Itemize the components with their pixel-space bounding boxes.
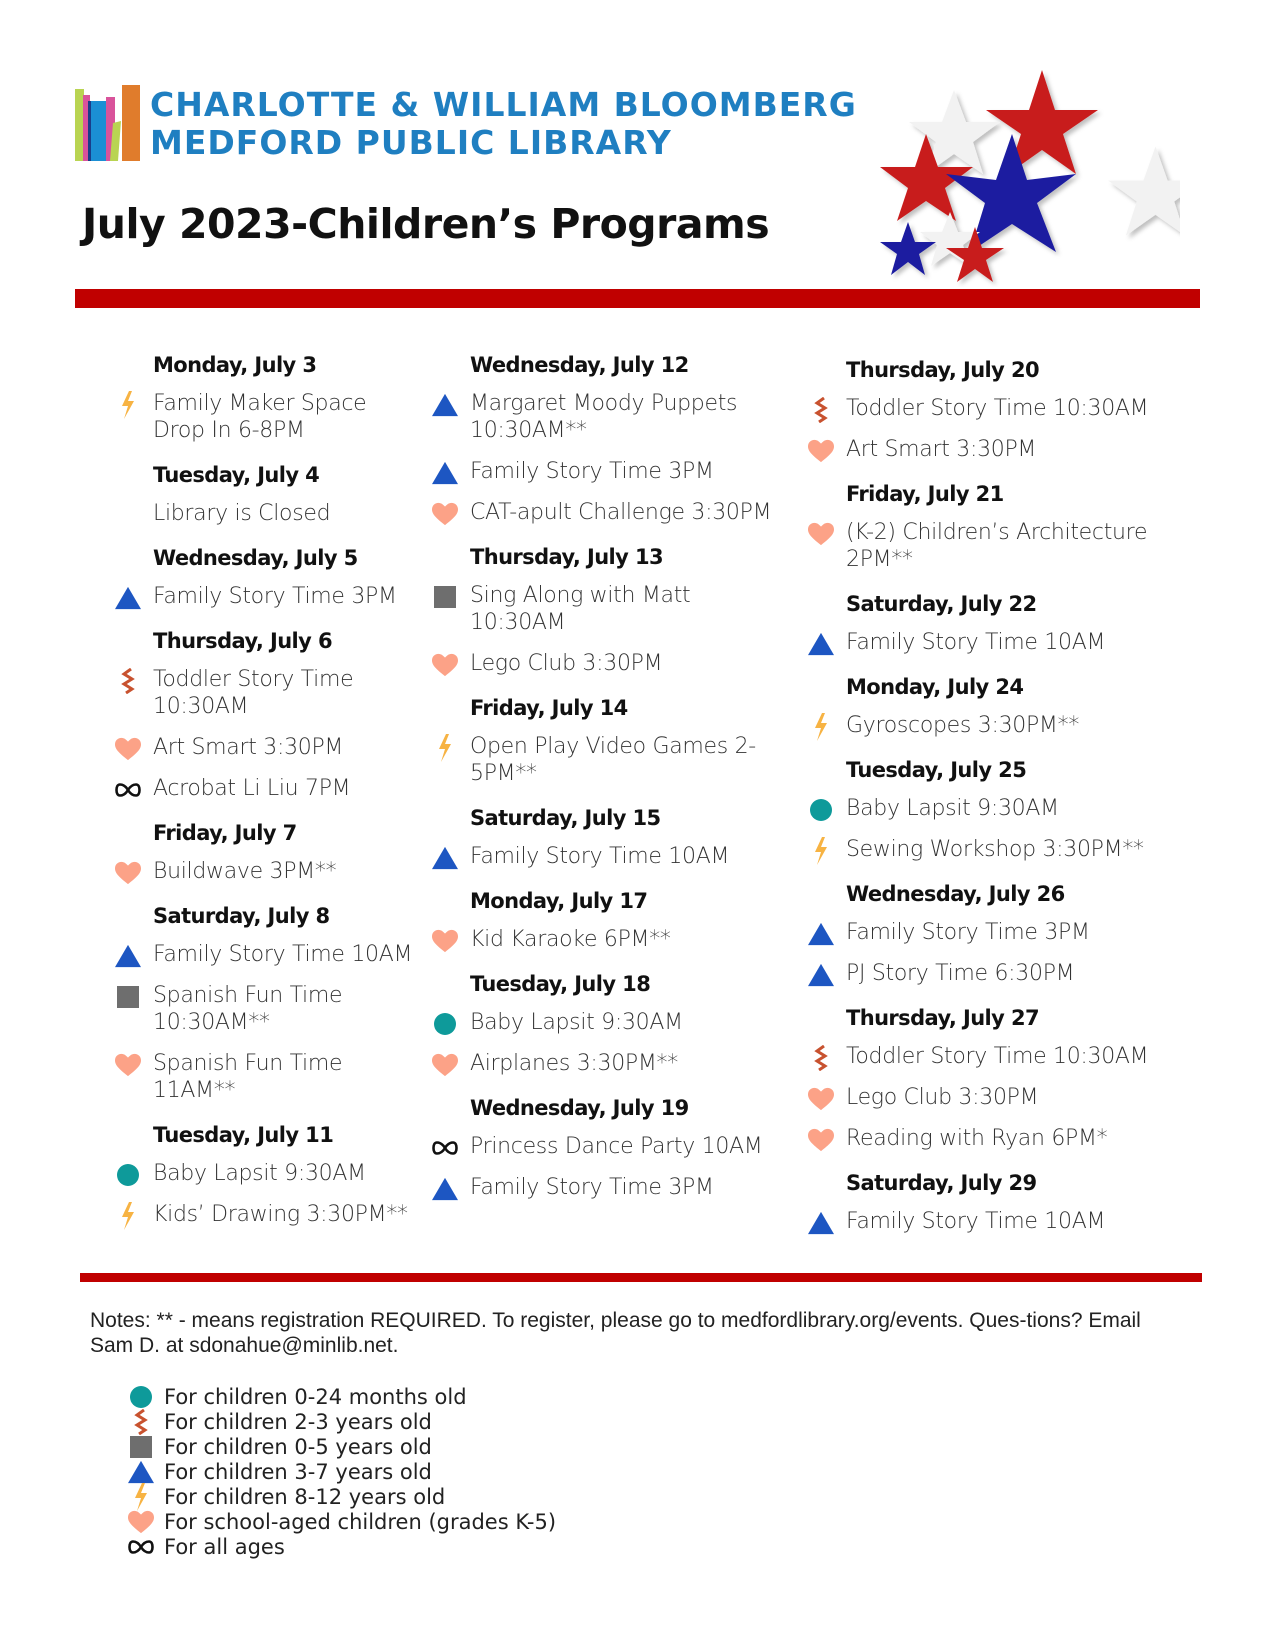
program-event [115,858,415,885]
program-event-text: Spanish Fun Time 11AM** [153,1051,343,1103]
program-event-text: Art Smart 3:30PM [846,437,1037,462]
legend-label: For children 2-3 years old [164,1409,432,1434]
legend-item [128,1509,556,1534]
program-event-text: Reading with Ryan 6PM* [846,1126,1108,1151]
registration-notes: Notes: ** - means registration REQUIRED. To register, please go to medfordlibrary.org/events. Ques-tions? Email Sam D. at sdonahue@minlib.net. [90,1309,1141,1357]
legend-label: For school-aged children (grades K-5) [164,1509,557,1534]
heart-icon [808,1128,834,1152]
legend-item [128,1409,556,1434]
legend-item [128,1384,556,1409]
program-event-text: Kid Karaoke 6PM** [470,927,671,952]
program-event [808,1084,1203,1111]
legend-item [128,1459,556,1484]
program-event [432,1174,777,1201]
program-event-text: Family Story Time 10AM [470,844,730,869]
heart-icon [128,1511,154,1533]
program-event-text: Lego Club 3:30PM [470,651,663,676]
infinity-icon [115,778,141,802]
program-event [115,390,415,444]
lightning-bolt-icon [115,1204,141,1228]
program-event-text: Baby Lapsit 9:30AM [846,796,1059,821]
lightning-bolt-icon [128,1486,154,1508]
legend-item [128,1434,556,1459]
program-event [808,712,1203,739]
heart-icon [115,1053,141,1077]
teal-circle-icon [115,1163,141,1187]
footer-divider [80,1273,1202,1282]
program-event-text: Toddler Story Time 10:30AM [846,396,1149,421]
program-event [115,1050,415,1104]
program-event-text: Family Story Time 3PM [846,920,1090,945]
blue-triangle-icon [115,944,141,968]
day-heading: Thursday, July 6 [153,629,332,653]
program-event [432,843,777,870]
heart-icon [432,653,458,677]
zigzag-icon [128,1411,154,1433]
program-event [808,836,1203,863]
program-event [432,650,777,677]
infinity-icon [432,1136,458,1160]
program-event [115,1201,415,1228]
program-event-text: Kids’ Drawing 3:30PM** [153,1202,408,1227]
program-event-text: Lego Club 3:30PM [846,1085,1039,1110]
blue-triangle-icon [808,632,834,656]
program-event [432,1009,777,1036]
heart-icon [808,1087,834,1111]
blue-triangle-icon [808,1211,834,1235]
day-heading: Monday, July 24 [846,675,1024,699]
program-event [808,960,1203,987]
schedule-column-1 [115,348,415,1242]
blue-triangle-icon [115,586,141,610]
zigzag-icon [808,398,834,422]
blue-triangle-icon [128,1461,154,1483]
legend-item [128,1534,556,1559]
library-name-line2: MEDFORD PUBLIC LIBRARY [150,123,672,162]
header-divider [75,289,1200,308]
blue-triangle-icon [432,393,458,417]
program-event [808,629,1203,656]
patriotic-stars-decoration-icon [880,62,1180,287]
day-heading: Tuesday, July 11 [153,1123,334,1147]
program-event-text: Family Story Time 3PM [470,459,714,484]
legend-label: For children 3-7 years old [164,1459,432,1484]
gray-square-icon [432,585,458,609]
program-event [432,582,777,636]
program-event-text: Family Story Time 3PM [153,584,397,609]
program-event-text: Toddler Story Time 10:30AM [846,1044,1149,1069]
program-event-text: Open Play Video Games 2-5PM** [470,734,756,786]
heart-icon [115,737,141,761]
lightning-bolt-icon [432,736,458,760]
blue-triangle-icon [808,922,834,946]
day-heading: Saturday, July 15 [470,806,661,830]
day-heading: Monday, July 3 [153,353,317,377]
zigzag-icon [115,669,141,693]
blue-triangle-icon [808,963,834,987]
program-event-text: Baby Lapsit 9:30AM [470,1010,683,1035]
blue-triangle-icon [432,461,458,485]
day-heading: Tuesday, July 4 [153,463,320,487]
program-event-text: Princess Dance Party 10AM [470,1134,763,1159]
day-heading: Monday, July 17 [470,889,648,913]
program-event-text: Library is Closed [153,501,331,526]
legend-item [128,1484,556,1509]
heart-icon [432,1053,458,1077]
program-event-text: Buildwave 3PM** [153,859,337,884]
program-event [808,795,1203,822]
program-event-text: Spanish Fun Time 10:30AM** [153,983,343,1035]
program-event-text: Family Story Time 10AM [153,942,413,967]
program-event [432,1133,777,1160]
program-event-text: Gyroscopes 3:30PM** [846,713,1080,738]
page-title: July 2023-Children’s Programs [82,200,770,248]
library-name-line1: CHARLOTTE & WILLIAM BLOOMBERG [150,85,857,124]
teal-circle-icon [808,798,834,822]
program-event [432,499,777,526]
day-heading: Friday, July 7 [153,821,297,845]
day-heading: Wednesday, July 26 [846,882,1065,906]
program-event [115,982,415,1036]
program-event [808,519,1203,573]
program-event [432,458,777,485]
program-event-text: PJ Story Time 6:30PM [846,961,1075,986]
library-name [150,86,857,162]
day-heading: Wednesday, July 5 [153,546,358,570]
teal-circle-icon [432,1012,458,1036]
day-heading: Thursday, July 13 [470,545,663,569]
day-heading: Wednesday, July 19 [470,1096,689,1120]
program-event [808,1208,1203,1235]
gray-square-icon [115,985,141,1009]
day-heading: Tuesday, July 25 [846,758,1027,782]
program-event-text: CAT-apult Challenge 3:30PM [470,500,772,525]
day-heading: Thursday, July 20 [846,358,1039,382]
program-event-text: Airplanes 3:30PM** [470,1051,678,1076]
legend-label: For all ages [164,1534,285,1559]
program-event [808,1125,1203,1152]
program-event [115,500,415,527]
program-event-text: Family Story Time 3PM [470,1175,714,1200]
lightning-bolt-icon [808,715,834,739]
legend-label: For children 0-24 months old [164,1384,467,1409]
heart-icon [432,929,458,953]
blue-triangle-icon [432,1177,458,1201]
heart-icon [115,861,141,885]
infinity-icon [128,1536,154,1558]
gray-square-icon [128,1436,154,1458]
legend-label: For children 0-5 years old [164,1434,432,1459]
program-event [115,583,415,610]
day-heading: Friday, July 14 [470,696,628,720]
program-event [115,734,415,761]
program-event [808,436,1203,463]
heart-icon [808,439,834,463]
program-event [808,919,1203,946]
program-event-text: Art Smart 3:30PM [153,735,344,760]
program-event-text: Sewing Workshop 3:30PM** [846,837,1144,862]
heart-icon [808,522,834,546]
program-event-text: Family Story Time 10AM [846,630,1106,655]
program-event-text: Toddler Story Time 10:30AM [153,667,354,719]
icon-legend [128,1384,556,1559]
heart-icon [432,502,458,526]
day-heading: Friday, July 21 [846,482,1004,506]
program-event-text: Family Maker Space Drop In 6-8PM [153,391,367,443]
program-event-text: Baby Lapsit 9:30AM [153,1161,366,1186]
zigzag-icon [808,1046,834,1070]
schedule-column-3 [808,353,1203,1249]
day-heading: Thursday, July 27 [846,1006,1039,1030]
program-event [432,1050,777,1077]
program-event-text: Sing Along with Matt 10:30AM [470,583,691,635]
lightning-bolt-icon [115,393,141,417]
program-event-text: Acrobat Li Liu 7PM [153,776,351,801]
teal-circle-icon [128,1386,154,1408]
program-event-text: Family Story Time 10AM [846,1209,1106,1234]
lightning-bolt-icon [808,839,834,863]
program-event [808,1043,1203,1070]
library-logo-books-icon [75,85,141,161]
day-heading: Saturday, July 8 [153,904,330,928]
program-event-text: Margaret Moody Puppets 10:30AM** [470,391,738,443]
day-heading: Tuesday, July 18 [470,972,651,996]
day-heading: Saturday, July 29 [846,1171,1037,1195]
legend-label: For children 8-12 years old [164,1484,446,1509]
program-event [432,390,777,444]
program-event [115,1160,415,1187]
day-heading: Saturday, July 22 [846,592,1037,616]
program-event [432,926,777,953]
schedule-column-2 [432,348,777,1215]
program-event-text: (K-2) Children’s Architecture 2PM** [846,520,1148,572]
program-event [432,733,777,787]
day-heading: Wednesday, July 12 [470,353,689,377]
blue-triangle-icon [432,846,458,870]
program-event [808,395,1203,422]
program-event [115,775,415,802]
program-event [115,941,415,968]
program-event [115,666,415,720]
